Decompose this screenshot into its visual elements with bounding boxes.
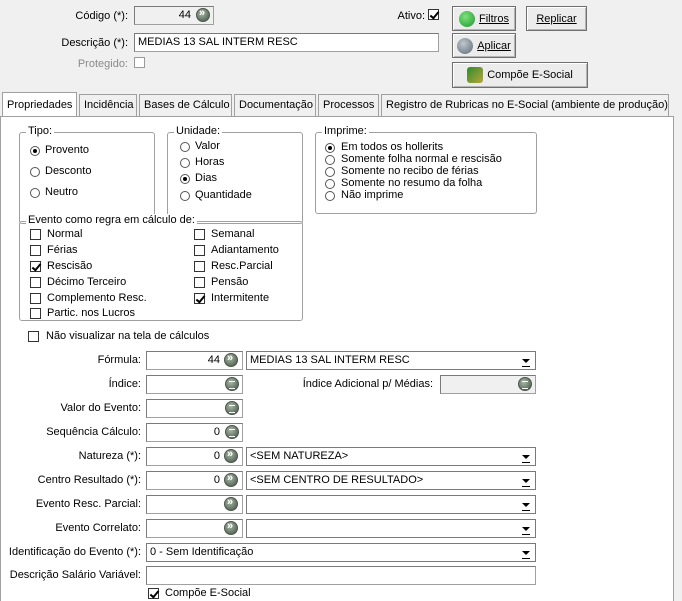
evento-semanal-label: Semanal bbox=[211, 228, 255, 240]
evento-resc-label: Evento Resc. Parcial: bbox=[35, 498, 141, 510]
evento-adiantamento-label: Adiantamento bbox=[211, 244, 279, 256]
natureza-select[interactable] bbox=[246, 447, 536, 466]
calculator-icon[interactable] bbox=[225, 377, 239, 391]
chevron-down-icon[interactable] bbox=[519, 449, 533, 464]
evento-pensao-label: Pensão bbox=[211, 276, 249, 288]
tab-incidencia[interactable]: Incidência bbox=[79, 94, 137, 116]
tipo-neutro-label: Neutro bbox=[45, 186, 79, 198]
evento-ferias-label: Férias bbox=[47, 244, 78, 256]
centro-code-input[interactable]: 0 bbox=[146, 471, 243, 490]
ativo-checkbox[interactable] bbox=[428, 9, 439, 20]
tab-documentacao[interactable]: Documentação bbox=[234, 94, 316, 116]
formula-code-input[interactable]: 44 bbox=[146, 351, 243, 370]
filtros-label: Filtros bbox=[479, 12, 509, 25]
unidade-dias-radio[interactable] bbox=[180, 174, 190, 184]
descricao-salario-input[interactable] bbox=[146, 566, 536, 585]
unidade-valor-radio[interactable] bbox=[180, 142, 190, 152]
tipo-neutro-radio[interactable] bbox=[30, 188, 40, 198]
chevron-down-icon[interactable] bbox=[519, 473, 533, 488]
tipo-provento-label: Provento bbox=[45, 144, 90, 156]
unidade-quantidade-radio[interactable] bbox=[180, 191, 190, 201]
indice-adicional-label: Índice Adicional p/ Médias: bbox=[302, 378, 433, 390]
chevron-down-icon[interactable] bbox=[519, 521, 533, 536]
evento-pensao-checkbox[interactable] bbox=[194, 277, 205, 288]
chevron-down-icon[interactable] bbox=[519, 545, 533, 560]
formula-select-value: MEDIAS 13 SAL INTERM RESC bbox=[250, 354, 410, 366]
evento-lucros-checkbox[interactable] bbox=[30, 308, 41, 319]
aplicar-label: Aplicar bbox=[477, 39, 511, 52]
tab-propriedades[interactable]: Propriedades bbox=[2, 92, 77, 116]
evento-intermitente-label: Intermitente bbox=[211, 292, 270, 304]
compoe-esocial-button[interactable] bbox=[452, 62, 588, 88]
apply-icon bbox=[457, 38, 473, 54]
evento-complemento-label: Complemento Resc. bbox=[47, 292, 147, 304]
tipo-desconto-label: Desconto bbox=[45, 165, 92, 177]
evento-correlato-label: Evento Correlato: bbox=[55, 522, 141, 534]
compoe-esocial-checkbox[interactable] bbox=[148, 588, 159, 599]
imprime-todos-label: Em todos os hollerits bbox=[341, 141, 444, 153]
unidade-title: Unidade: bbox=[176, 125, 221, 137]
descricao-label: Descrição (*): bbox=[61, 37, 128, 49]
protegido-checkbox[interactable] bbox=[134, 57, 145, 68]
nao-visualizar-checkbox[interactable] bbox=[28, 331, 39, 342]
tipo-desconto-radio[interactable] bbox=[30, 167, 40, 177]
tipo-provento-radio[interactable] bbox=[30, 146, 40, 156]
centro-select-value: <SEM CENTRO DE RESULTADO> bbox=[250, 474, 424, 486]
evento-semanal-checkbox[interactable] bbox=[194, 229, 205, 240]
evento-group bbox=[19, 214, 303, 321]
tab-bases-calculo[interactable]: Bases de Cálculo bbox=[139, 94, 232, 116]
imprime-title: Imprime: bbox=[324, 125, 367, 137]
sequencia-input[interactable]: 0 bbox=[146, 423, 243, 442]
evento-intermitente-checkbox[interactable] bbox=[194, 293, 205, 304]
compoe-esocial-label: Compõe E-Social bbox=[487, 69, 573, 81]
imprime-nao-label: Não imprime bbox=[341, 189, 404, 201]
identificacao-label: Identificação do Evento (*): bbox=[8, 546, 141, 558]
nao-visualizar-label: Não visualizar na tela de cálculos bbox=[46, 330, 210, 342]
calculator-icon[interactable] bbox=[225, 401, 239, 415]
formula-label: Fórmula: bbox=[97, 354, 141, 366]
evento-rescisao-label: Rescisão bbox=[47, 260, 93, 272]
evento-decimo-label: Décimo Terceiro bbox=[47, 276, 127, 288]
esocial-icon bbox=[467, 67, 483, 83]
imprime-ferias-radio[interactable] bbox=[325, 167, 335, 177]
protegido-label: Protegido: bbox=[77, 58, 128, 70]
formula-lookup-icon[interactable] bbox=[224, 353, 238, 367]
evento-resc-lookup-icon[interactable] bbox=[224, 497, 238, 511]
evento-rescisao-checkbox[interactable] bbox=[30, 261, 41, 272]
evento-lucros-label: Partic. nos Lucros bbox=[47, 307, 136, 319]
descricao-salario-label: Descrição Salário Variável: bbox=[9, 569, 141, 581]
centro-select[interactable] bbox=[246, 471, 536, 490]
evento-complemento-checkbox[interactable] bbox=[30, 293, 41, 304]
unidade-quantidade-label: Quantidade bbox=[195, 189, 252, 201]
filtros-button[interactable] bbox=[452, 6, 516, 31]
natureza-code-input[interactable]: 0 bbox=[146, 447, 243, 466]
tab-processos[interactable]: Processos bbox=[318, 94, 379, 116]
imprime-folha-radio[interactable] bbox=[325, 155, 335, 165]
unidade-group bbox=[167, 125, 303, 224]
evento-title: Evento como regra em cálculo de: bbox=[28, 214, 195, 226]
formula-select[interactable] bbox=[246, 351, 536, 370]
imprime-folha-label: Somente folha normal e rescisão bbox=[341, 153, 502, 165]
compoe-esocial-checkbox-label: Compõe E-Social bbox=[165, 587, 251, 599]
evento-adiantamento-checkbox[interactable] bbox=[194, 245, 205, 256]
replicar-button[interactable] bbox=[526, 6, 587, 31]
natureza-lookup-icon[interactable] bbox=[224, 449, 238, 463]
natureza-label: Natureza (*): bbox=[78, 450, 141, 462]
tipo-title: Tipo: bbox=[28, 125, 53, 137]
natureza-select-value: <SEM NATUREZA> bbox=[250, 450, 349, 462]
evento-normal-label: Normal bbox=[47, 228, 83, 240]
evento-ferias-checkbox[interactable] bbox=[30, 245, 41, 256]
sequencia-label: Sequência Cálculo: bbox=[46, 426, 141, 438]
evento-correlato-lookup-icon[interactable] bbox=[224, 521, 238, 535]
ativo-label: Ativo: bbox=[397, 10, 425, 22]
filter-icon bbox=[459, 11, 475, 27]
chevron-down-icon[interactable] bbox=[519, 497, 533, 512]
calculator-icon[interactable] bbox=[225, 425, 239, 439]
imprime-todos-radio[interactable] bbox=[325, 143, 335, 153]
codigo-label: Código (*): bbox=[75, 10, 128, 22]
lookup-icon[interactable] bbox=[196, 8, 210, 22]
chevron-down-icon[interactable] bbox=[519, 353, 533, 368]
descricao-input[interactable]: MEDIAS 13 SAL INTERM RESC bbox=[134, 33, 439, 52]
imprime-group bbox=[315, 125, 537, 214]
imprime-resumo-radio[interactable] bbox=[325, 179, 335, 189]
valor-evento-label: Valor do Evento: bbox=[60, 402, 141, 414]
evento-normal-checkbox[interactable] bbox=[30, 229, 41, 240]
tipo-group bbox=[19, 125, 155, 224]
imprime-nao-radio[interactable] bbox=[325, 191, 335, 201]
codigo-input[interactable]: 44 bbox=[134, 6, 214, 25]
centro-label: Centro Resultado (*): bbox=[37, 474, 141, 486]
identificacao-select-value: 0 - Sem Identificação bbox=[150, 546, 254, 558]
evento-resc-parcial-label: Resc.Parcial bbox=[211, 260, 273, 272]
imprime-resumo-label: Somente no resumo da folha bbox=[341, 177, 483, 189]
indice-label: Índice: bbox=[108, 378, 141, 390]
unidade-horas-label: Horas bbox=[195, 156, 225, 168]
imprime-ferias-label: Somente no recibo de férias bbox=[341, 165, 479, 177]
evento-resc-select[interactable] bbox=[246, 495, 536, 514]
unidade-dias-label: Dias bbox=[195, 172, 218, 184]
evento-decimo-checkbox[interactable] bbox=[30, 277, 41, 288]
tab-registro-esocial[interactable]: Registro de Rubricas no E-Social (ambiente de produção) bbox=[381, 94, 669, 116]
identificacao-select[interactable] bbox=[146, 543, 536, 562]
aplicar-button[interactable] bbox=[452, 33, 516, 58]
unidade-horas-radio[interactable] bbox=[180, 158, 190, 168]
replicar-label: Replicar bbox=[536, 12, 577, 25]
evento-resc-parcial-checkbox[interactable] bbox=[194, 261, 205, 272]
tab-bar bbox=[0, 94, 682, 116]
calculator-icon[interactable] bbox=[518, 377, 532, 391]
propriedades-panel bbox=[0, 116, 674, 601]
centro-lookup-icon[interactable] bbox=[224, 473, 238, 487]
evento-correlato-select[interactable] bbox=[246, 519, 536, 538]
unidade-valor-label: Valor bbox=[195, 140, 220, 152]
